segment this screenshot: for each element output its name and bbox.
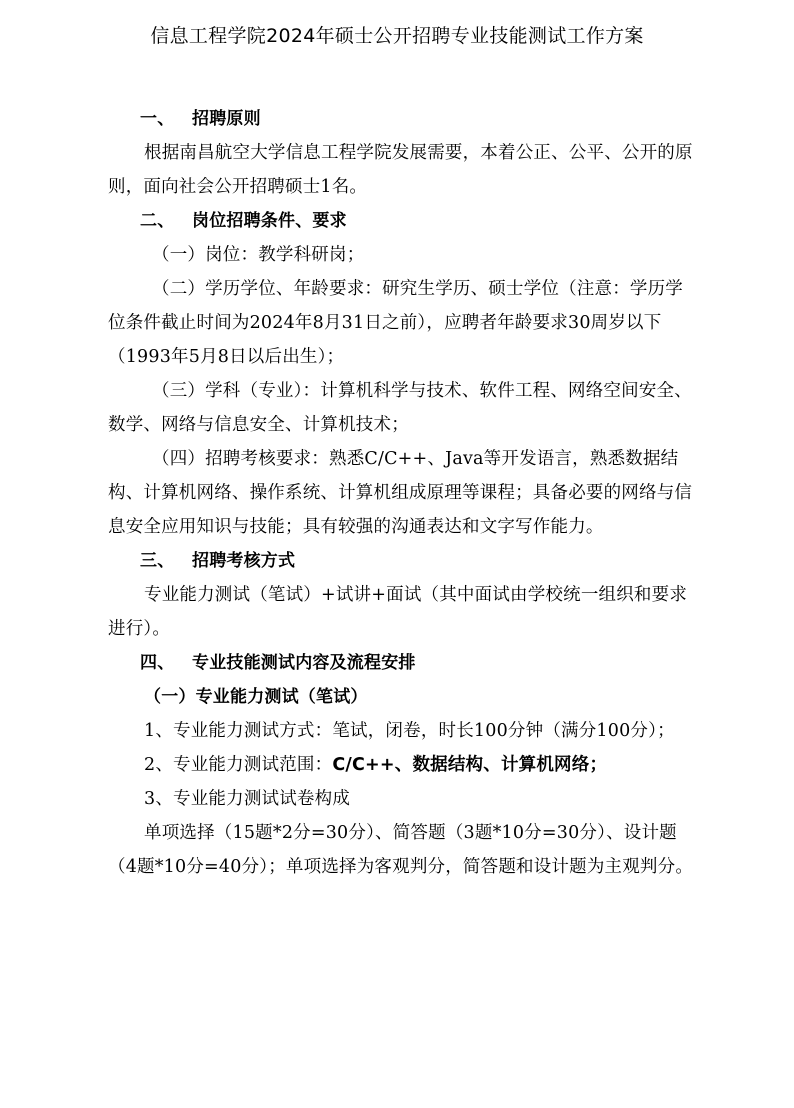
- section-number: 四、: [140, 653, 175, 673]
- paragraph-position: （一）岗位：教学科研岗；: [152, 245, 365, 265]
- section-title: 岗位招聘条件、要求: [192, 211, 347, 231]
- section-heading-3: [108, 544, 698, 578]
- section-heading-4: [108, 646, 698, 680]
- paragraph-assessment-requirements: （四）招聘考核要求：熟悉C/C++、Java等开发语言，熟悉数据结构、计算机网络、操作系统、计算机组成原理等课程；具备必要的网络与信息安全应用知识与技能；具有较强的沟通表达和文字写作能力。: [108, 449, 693, 537]
- paragraph-test-scope: [108, 748, 698, 782]
- paragraph-test-format: 1、专业能力测试方式：笔试，闭卷，时长100分钟（满分100分）；: [144, 721, 675, 741]
- paragraph-recruitment-principle: 根据南昌航空大学信息工程学院发展需要，本着公正、公平、公开的原则，面向社会公开招聘硕士1名。: [108, 143, 693, 197]
- paragraph-question-types: 单项选择（15题*2分=30分）、简答题（3题*10分=30分）、设计题（4题*10分=40分）；单项选择为客观判分，简答题和设计题为主观判分。: [108, 823, 694, 877]
- section-number: 三、: [140, 551, 175, 571]
- section-number: 二、: [140, 211, 175, 231]
- paragraph-assessment-method: 专业能力测试（笔试）+试讲+面试（其中面试由学校统一组织和要求进行）。: [108, 585, 688, 639]
- subsection-heading-written-test: （一）专业能力测试（笔试）: [144, 687, 368, 707]
- section-title: 招聘考核方式: [192, 551, 296, 571]
- document-body: [108, 102, 698, 884]
- section-number: 一、: [140, 109, 175, 129]
- paragraph-education-age: （二）学历学位、年龄要求：研究生学历、硕士学位（注意：学历学位条件截止时间为2024年8月31日之前），应聘者年龄要求30周岁以下（1993年5月8日以后出生）；: [108, 279, 683, 367]
- section-heading-1: [108, 102, 698, 136]
- test-scope-label: 2、专业能力测试范围：: [144, 755, 333, 775]
- section-title: 招聘原则: [192, 109, 261, 129]
- paragraph-paper-composition: 3、专业能力测试试卷构成: [144, 789, 351, 809]
- section-heading-2: [108, 204, 698, 238]
- test-scope-subjects: C/C++、数据结构、计算机网络；: [332, 755, 608, 775]
- document-title: 信息工程学院2024年硕士公开招聘专业技能测试工作方案: [150, 25, 644, 47]
- section-title: 专业技能测试内容及流程安排: [192, 653, 416, 673]
- paragraph-discipline: （三）学科（专业）：计算机科学与技术、软件工程、网络空间安全、数学、网络与信息安全、计算机技术；: [108, 381, 692, 435]
